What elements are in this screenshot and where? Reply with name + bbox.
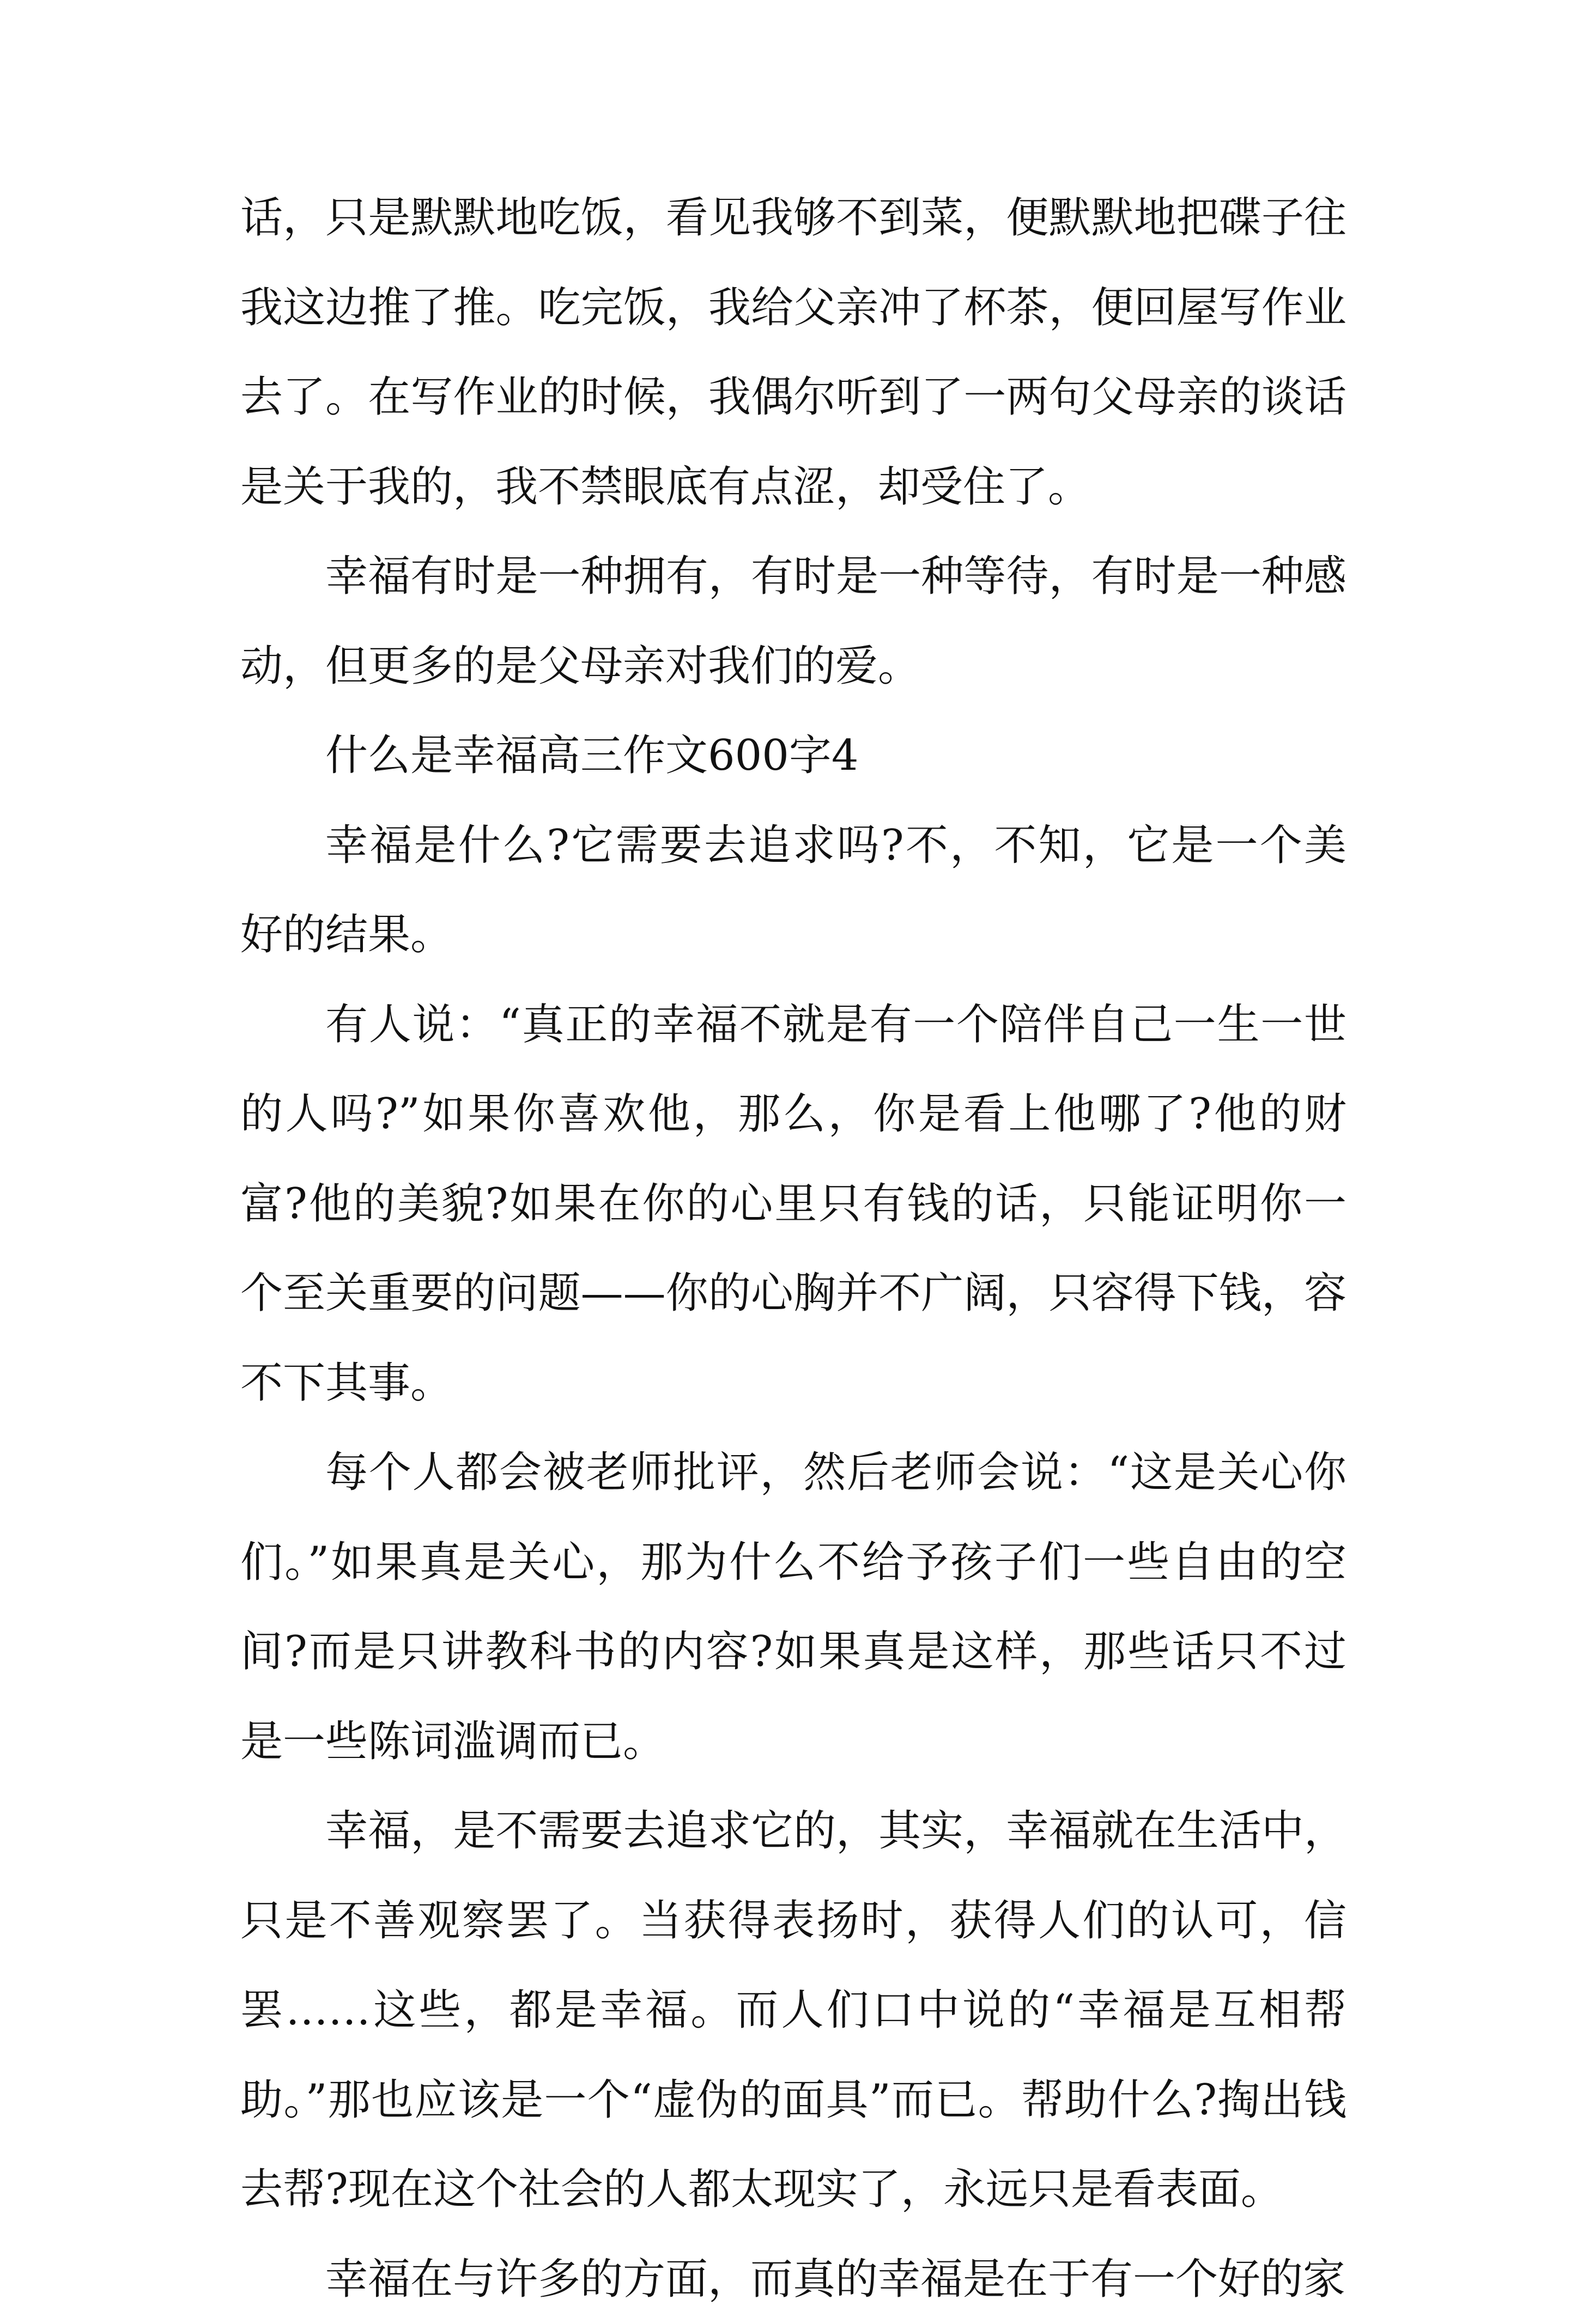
paragraph: 每个人都会被老师批评，然后老师会说：“这是关心你们。”如果真是关心，那为什么不给予孩子们一些自由的空间?而是只讲教科书的内容?如果真是这样，那些话只不过是一些陈词滥调而已。 xyxy=(240,1428,1346,1786)
section-heading: 什么是幸福高三作文600字4 xyxy=(240,711,1346,801)
paragraph: 幸福在与许多的方面，而真的幸福是在于有一个好的家 xyxy=(240,2235,1346,2324)
article-body xyxy=(240,173,1346,2324)
paragraph: 幸福，是不需要去追求它的，其实，幸福就在生活中，只是不善观察罢了。当获得表扬时，获得人们的认可，信罢……这些，都是幸福。而人们口中说的“幸福是互相帮助。”那也应该是一个“虚伪的面具”而已。帮助什么?掏出钱去帮?现在这个社会的人都太现实了，永远只是看表面。 xyxy=(240,1786,1346,2235)
paragraph: 幸福是什么?它需要去追求吗?不，不知，它是一个美好的结果。 xyxy=(240,801,1346,980)
paragraph-continued: 话，只是默默地吃饭，看见我够不到菜，便默默地把碟子往我这边推了推。吃完饭，我给父亲冲了杯茶，便回屋写作业去了。在写作业的时候，我偶尔听到了一两句父母亲的谈话是关于我的，我不禁眼底有点涩，却受住了。 xyxy=(240,173,1346,532)
paragraph: 幸福有时是一种拥有，有时是一种等待，有时是一种感动，但更多的是父母亲对我们的爱。 xyxy=(240,532,1346,711)
paragraph: 有人说：“真正的幸福不就是有一个陪伴自己一生一世的人吗?”如果你喜欢他，那么，你是看上他哪了?他的财富?他的美貌?如果在你的心里只有钱的话，只能证明你一个至关重要的问题——你的心胸并不广阔，只容得下钱，容不下其事。 xyxy=(240,980,1346,1428)
